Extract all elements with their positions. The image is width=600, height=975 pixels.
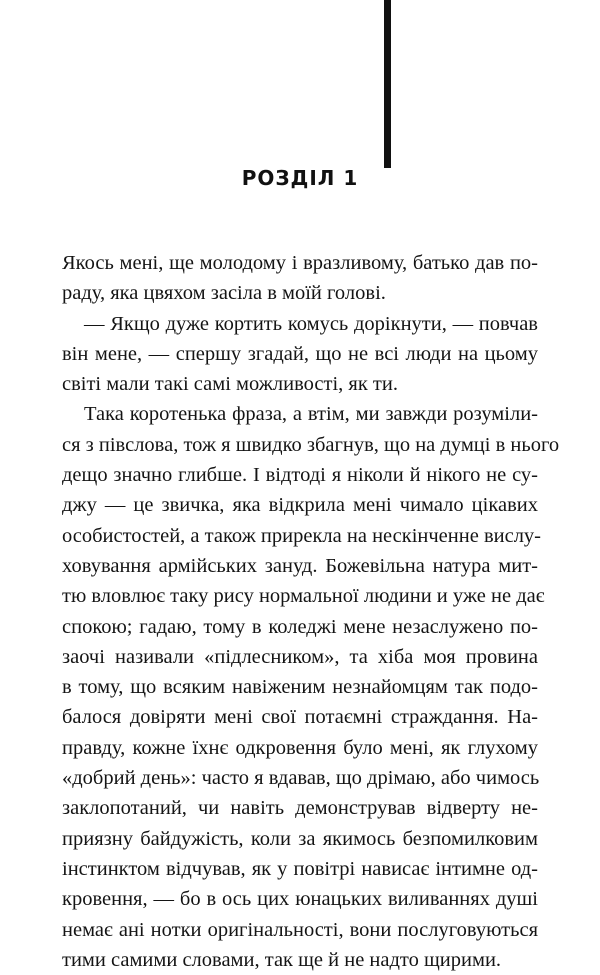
text-line: ховування армійських зануд. Божевільна натура мит- [62,554,538,577]
text-line: спокою; гадаю, тому в коледжі мене незаслужено по- [62,615,538,638]
text-line: приязну байдужість, коли за якимось безпомилковим [62,827,538,850]
bookmark-ribbon [384,0,391,168]
text-line: тими самими словами, так ще й не надто щирими. [62,948,502,971]
text-line: заклопотаний, чи навіть демонстрував відверту не- [62,797,538,820]
text-line: — Якщо дуже кортить комусь дорікнути, — повчав [84,312,538,335]
text-line: в тому, що всяким навіженим незнайомцям так подо- [62,676,538,699]
text-line: Така коротенька фраза, а втім, ми завжди розуміли- [84,403,538,426]
text-line: немає ані нотки оригінальності, вони послуговуються [62,918,538,941]
text-line: Якось мені, ще молодому і вразливому, батько дав по- [62,252,538,274]
text-line: балося довіряти мені свої потаємні страждання. На- [62,706,538,729]
text-line: заочі називали «підлесником», та хіба моя провина [62,645,538,668]
chapter-title: РОЗДІЛ 1 [241,166,359,190]
text-line: джу — це звичка, яка відкрила мені чимало цікавих [62,494,538,517]
text-line: раду, яка цвяхом засіла в моїй голові. [62,282,386,305]
text-line: правду, кожне їхнє одкровення було мені, як глухому [62,736,538,759]
text-line: він мене, — спершу згадай, що не всі люди на цьому [62,342,538,365]
text-line: тю вловлює таку рису нормальної людини и уже не дає [62,585,545,608]
text-line: ся з півслова, тож я швидко збагнув, що на думці в нього [62,433,560,456]
chapter-body [62,248,560,975]
text-line: інстинктом відчував, як у повітрі нависає інтимне од- [62,857,538,880]
text-line: кровення, — бо в ось цих юнацьких виливаннях душі [62,888,538,911]
text-line: світі мали такі самі можливості, як ти. [62,373,398,396]
text-line: дещо значно глибше. І відтоді я ніколи й нікого не су- [62,464,538,487]
text-line: «добрий день»: часто я вдавав, що дрімаю, або чимось [62,767,540,790]
text-line: особистостей, а також прирекла на нескінченне вислу- [62,524,541,547]
